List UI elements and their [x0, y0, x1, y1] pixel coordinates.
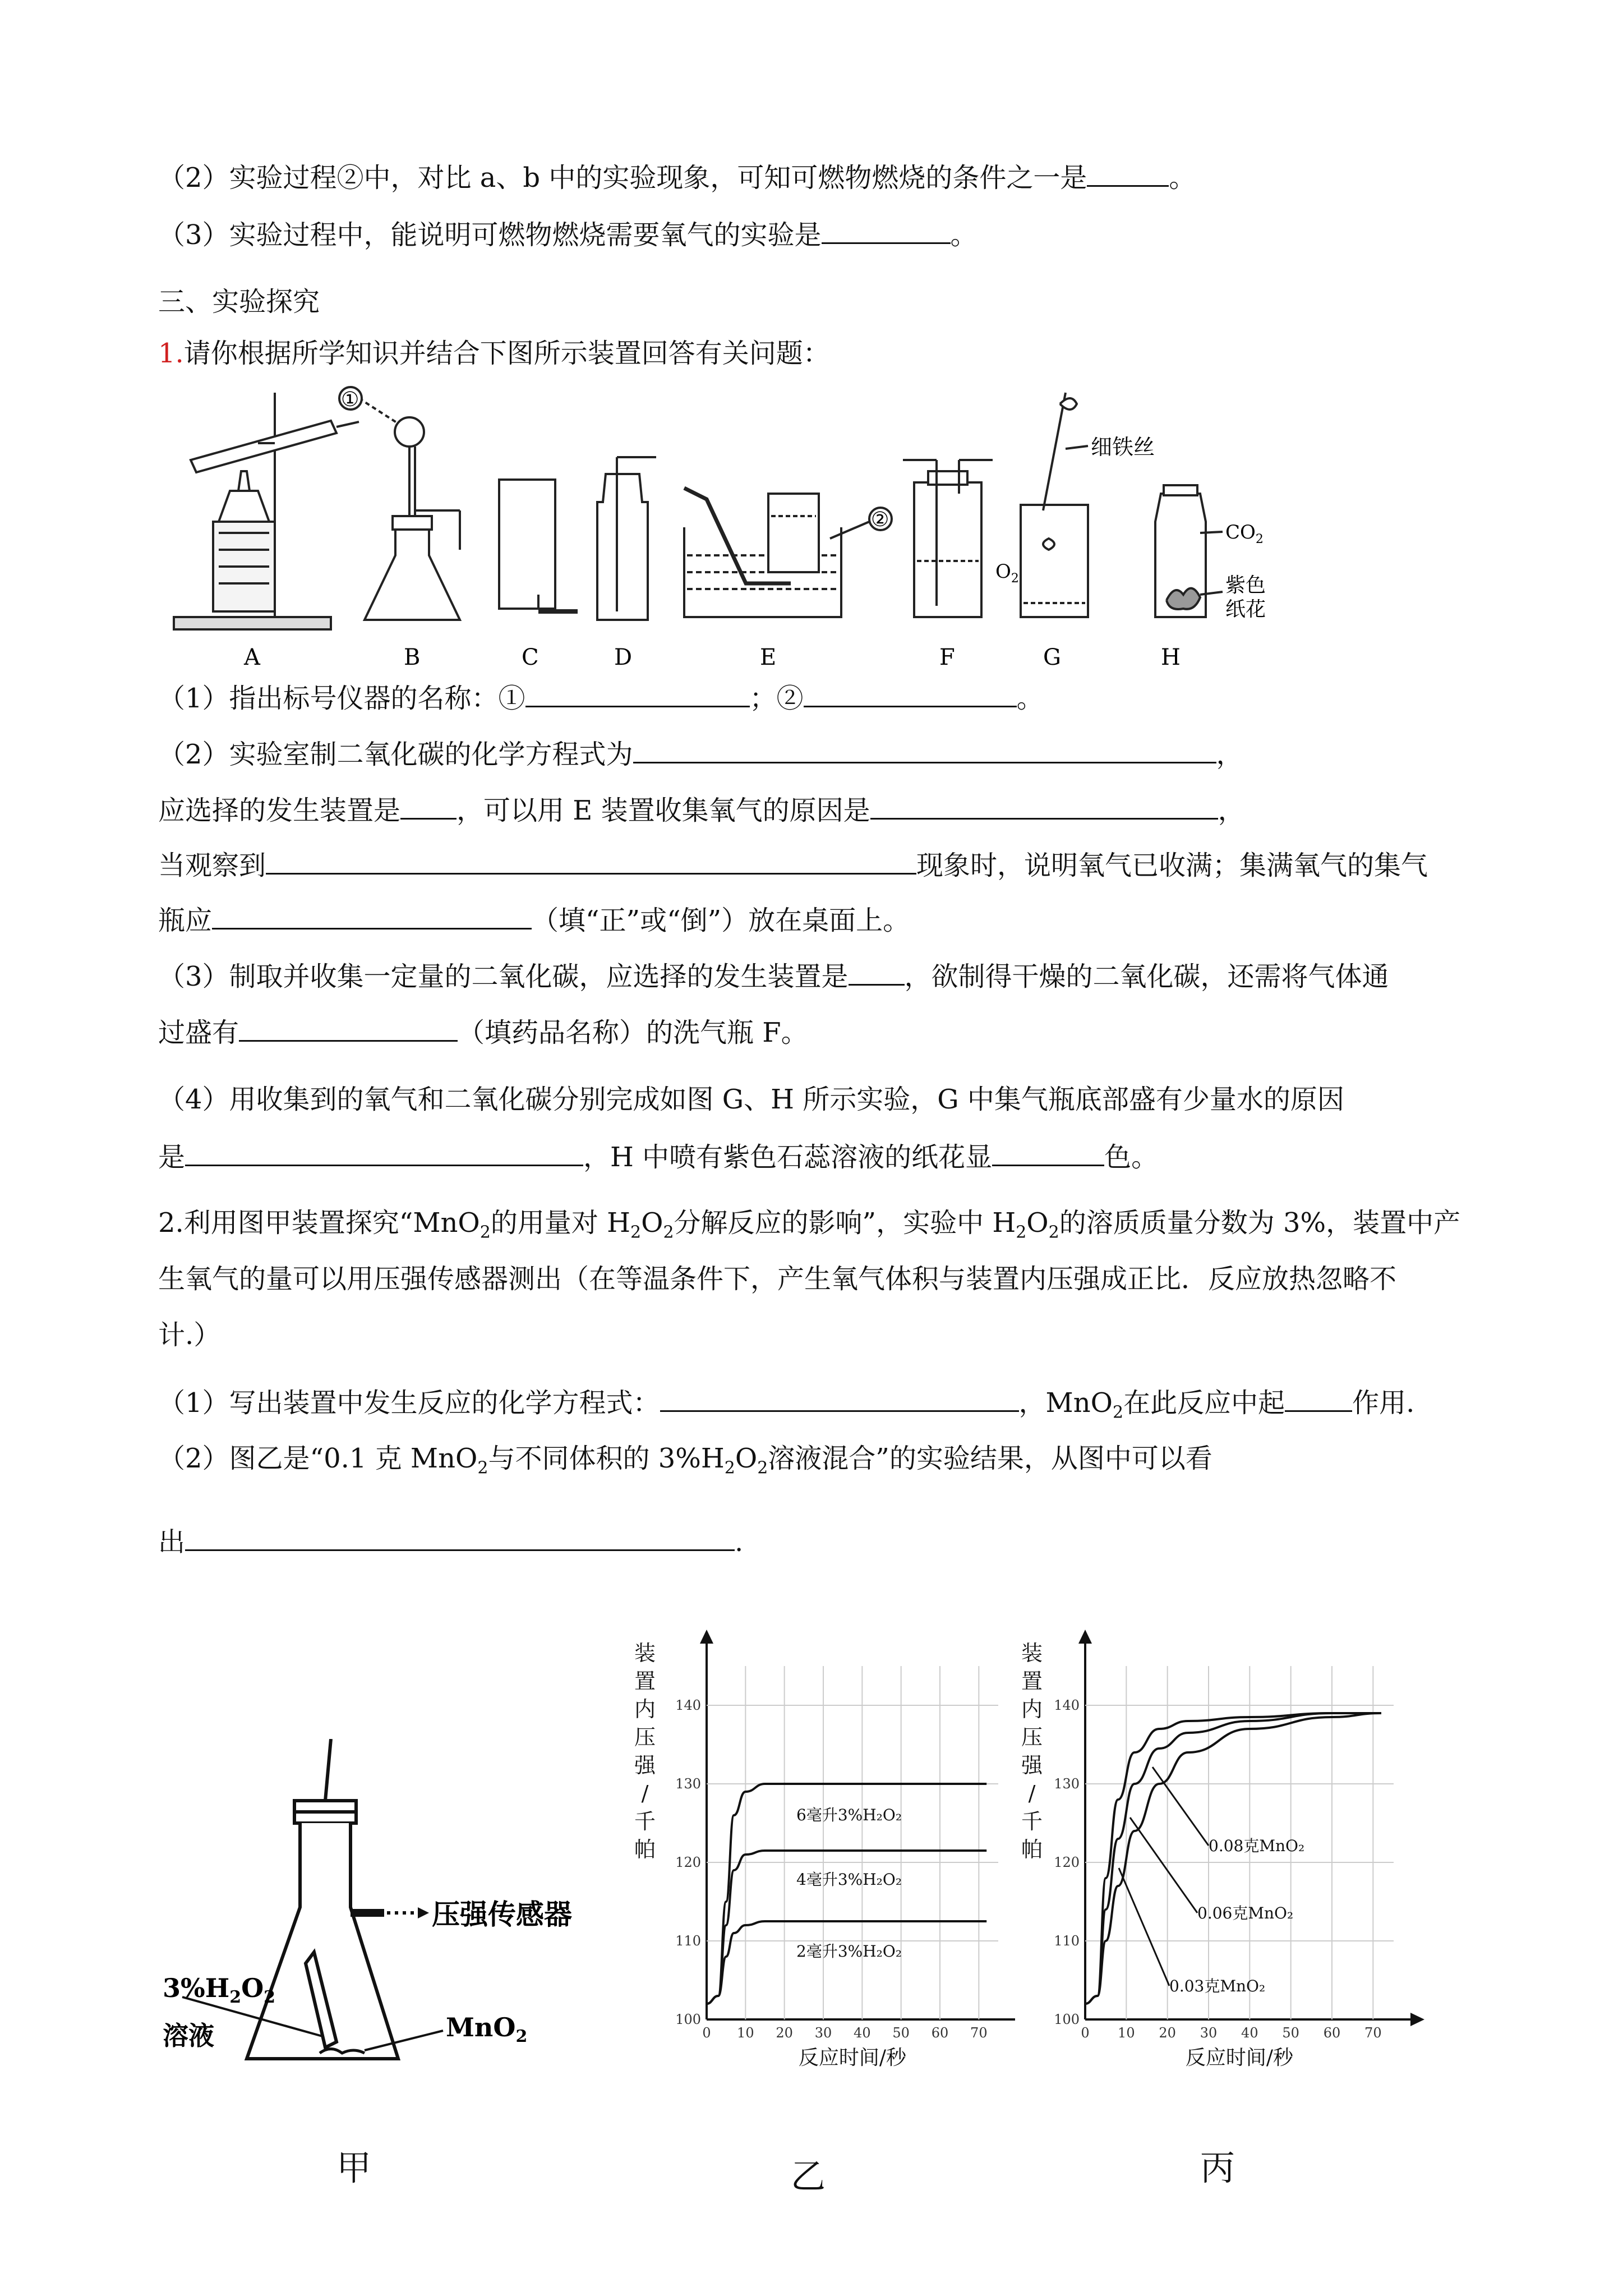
p1-q1: （1）指出标号仪器的名称：① ；② 。 [158, 680, 1044, 715]
y-axis-label: 强 [1021, 1753, 1043, 1778]
y-tick-label: 110 [1054, 1933, 1080, 1949]
p1-q2c: 当观察到 现象时，说明氧气已收满；集满氧气的集气 [158, 847, 1428, 882]
x-tick-label: 10 [1118, 2025, 1135, 2041]
x-axis-label: 反应时间/秒 [798, 2046, 907, 2069]
problem-1-stem: 1.请你根据所学知识并结合下图所示装置回答有关问题： [158, 338, 830, 369]
flower-label-1: 紫色 [1225, 574, 1266, 597]
iron-wire-label: 细铁丝 [1091, 435, 1155, 459]
answer-blank-1-3a[interactable] [849, 958, 905, 986]
y-tick-label: 140 [675, 1697, 701, 1713]
caption-jia: 甲 [336, 2147, 372, 2188]
solution-label-2: 溶液 [163, 2021, 214, 2051]
p2-stem-b: 生氧气的量可以用压强传感器测出（在等温条件下，产生氧气体积与装置内压强成正比．反应放热忽略不 [158, 1263, 1397, 1295]
label-b: B [404, 645, 421, 670]
sensor-label: 压强传感器 [432, 1898, 572, 1931]
x-tick-label: 70 [970, 2025, 988, 2041]
y-axis-label: 强 [634, 1753, 656, 1778]
answer-blank-1-2c[interactable] [870, 792, 1218, 820]
caption-yi: 乙 [791, 2156, 826, 2197]
y-tick-label: 110 [675, 1933, 701, 1949]
mark-2: ② [871, 508, 889, 531]
y-tick-label: 140 [1054, 1697, 1080, 1713]
series-line [707, 1921, 986, 2004]
label-a: A [244, 645, 260, 670]
x-axis-arrow [1410, 2013, 1424, 2026]
apparatus-d [597, 457, 656, 620]
apparatus-e [684, 488, 892, 617]
x-tick-label: 50 [1282, 2025, 1299, 2041]
p1-q3b: 过盛有 （填药品名称）的洗气瓶 F。 [158, 1014, 808, 1050]
p1-q4a: （4）用收集到的氧气和二氧化碳分别完成如图 G、H 所示实验，G 中集气瓶底部盛有少量水的原因 [158, 1084, 1344, 1115]
o2-label: $O_2$ [995, 560, 1019, 586]
label-leader [1130, 1818, 1197, 1913]
y-axis-label: 千 [1021, 1809, 1043, 1834]
label-f: F [939, 645, 955, 670]
y-axis-label: / [1028, 1781, 1036, 1806]
p2-q1: （1）写出装置中发生反应的化学方程式： ，MnO$_2$在此反应中起 作用. [158, 1384, 1414, 1430]
x-tick-label: 70 [1364, 2025, 1382, 2041]
y-axis-label: 内 [1021, 1697, 1043, 1722]
series-label: 6毫升3%H₂O₂ [796, 1806, 902, 1824]
y-axis-label: 千 [634, 1809, 656, 1834]
apparatus-h [1155, 485, 1223, 617]
flower-label-2: 纸花 [1225, 598, 1266, 621]
chart-yi [623, 1599, 1015, 2092]
answer-blank-1-4a[interactable] [185, 1139, 583, 1166]
y-tick-label: 100 [675, 2012, 701, 2027]
y-axis-label: 装 [634, 1641, 656, 1665]
mno2-label: MnO$_2$ [446, 2012, 528, 2046]
x-tick-label: 60 [931, 2025, 949, 2041]
answer-blank-1-2a[interactable] [633, 736, 1216, 763]
apparatus-a [174, 393, 359, 629]
apparatus-c [499, 480, 578, 611]
y-axis-label: 压 [1021, 1725, 1043, 1750]
question-2-3: （3）实验过程中，能说明可燃物燃烧需要氧气的实验是 。 [158, 217, 978, 252]
series-label: 4毫升3%H₂O₂ [796, 1870, 902, 1889]
p2-stem-a: 2.利用图甲装置探究“MnO$_2$的用量对 $H_2O_2$分解反应的影响”，实验中 $H_2O_2$的溶质质量分数为 3%，装置中产 [158, 1207, 1461, 1243]
x-tick-label: 30 [1200, 2025, 1218, 2041]
question-2-2: （2）实验过程②中，对比 a、b 中的实验现象，可知可燃物燃烧的条件之一是 。 [158, 159, 1196, 195]
y-tick-label: 120 [1054, 1855, 1080, 1870]
p1-q4b: 是 ，H 中喷有紫色石蕊溶液的纸花显 色。 [158, 1139, 1158, 1174]
p2-stem-c: 计.） [158, 1319, 221, 1351]
mark-1: ① [341, 388, 359, 411]
answer-blank-2-1b[interactable] [1285, 1384, 1352, 1412]
figure-jia [163, 1739, 623, 2104]
answer-blank-2-1a[interactable] [660, 1384, 1019, 1412]
answer-blank-1-1b[interactable] [804, 680, 1017, 707]
label-g: G [1043, 645, 1061, 670]
y-axis-label: 压 [634, 1725, 656, 1750]
y-axis-arrow [700, 1630, 713, 1644]
x-tick-label: 10 [737, 2025, 754, 2041]
p1-q3a: （3）制取并收集一定量的二氧化碳，应选择的发生装置是 ，欲制得干燥的二氧化碳，还需将气体通 [158, 958, 1389, 993]
x-tick-label: 30 [814, 2025, 832, 2041]
y-axis-label: 置 [1021, 1669, 1043, 1694]
p1-q2b: 应选择的发生装置是 ，可以用 E 装置收集氧气的原因是 ， [158, 792, 1245, 827]
answer-blank-1-4b[interactable] [992, 1139, 1104, 1166]
series-line [1085, 1713, 1381, 2004]
apparatus-figure [146, 381, 1301, 673]
x-tick-label: 50 [892, 2025, 910, 2041]
p2-q2a: （2）图乙是“0.1 克 MnO$_2$与不同体积的 $3\%H_2O_2$溶液混合”的实验结果，从图中可以看 [158, 1443, 1212, 1478]
x-tick-label: 20 [776, 2025, 793, 2041]
x-tick-label: 0 [702, 2025, 711, 2041]
answer-blank-2-3[interactable] [822, 217, 951, 244]
co2-label: $CO_2$ [1225, 521, 1264, 546]
y-axis-label: 置 [634, 1669, 656, 1694]
answer-blank-2-2[interactable] [1087, 159, 1169, 187]
x-tick-label: 0 [1081, 2025, 1090, 2041]
y-axis-label: 帕 [1021, 1837, 1043, 1862]
x-tick-label: 40 [1241, 2025, 1258, 2041]
y-tick-label: 130 [1054, 1776, 1080, 1792]
label-c: C [522, 645, 539, 670]
series-label: 0.06克MnO₂ [1197, 1904, 1294, 1922]
series-label: 0.08克MnO₂ [1209, 1837, 1305, 1855]
section-title: 三、实验探究 [158, 286, 320, 318]
y-tick-label: 130 [675, 1776, 701, 1792]
p1-q2d: 瓶应 （填“正”或“倒”）放在桌面上。 [158, 902, 910, 937]
caption-bing: 丙 [1200, 2147, 1235, 2188]
answer-blank-1-2d[interactable] [266, 847, 916, 875]
y-axis-label: 内 [634, 1697, 656, 1722]
answer-blank-1-3b[interactable] [239, 1014, 458, 1042]
y-axis-label: 帕 [634, 1837, 656, 1862]
label-h: H [1161, 645, 1181, 670]
chart-bing [1009, 1599, 1424, 2092]
x-axis-label: 反应时间/秒 [1185, 2046, 1294, 2069]
x-tick-label: 40 [854, 2025, 871, 2041]
series-label: 2毫升3%H₂O₂ [796, 1942, 902, 1961]
x-tick-label: 60 [1323, 2025, 1341, 2041]
y-axis-arrow [1078, 1630, 1092, 1644]
y-axis-label: 装 [1021, 1641, 1043, 1665]
solution-label-1: $3\%H_2O_2$ [163, 1973, 276, 2007]
y-tick-label: 120 [675, 1855, 701, 1870]
label-d: D [614, 645, 633, 670]
p2-q2b: 出 . [158, 1524, 743, 1559]
answer-blank-1-2e[interactable] [212, 902, 532, 930]
y-axis-label: / [641, 1781, 649, 1806]
y-tick-label: 100 [1054, 2012, 1080, 2027]
series-label: 0.03克MnO₂ [1169, 1977, 1266, 1995]
answer-blank-1-2b[interactable] [400, 792, 457, 820]
label-leader [1152, 1767, 1209, 1846]
answer-blank-1-1a[interactable] [525, 680, 750, 707]
apparatus-f [903, 460, 993, 617]
apparatus-g [1021, 393, 1088, 617]
answer-blank-2-2[interactable] [185, 1524, 735, 1551]
label-e: E [760, 645, 777, 670]
p1-q2a: （2）实验室制二氧化碳的化学方程式为 ， [158, 736, 1243, 771]
x-tick-label: 20 [1159, 2025, 1176, 2041]
